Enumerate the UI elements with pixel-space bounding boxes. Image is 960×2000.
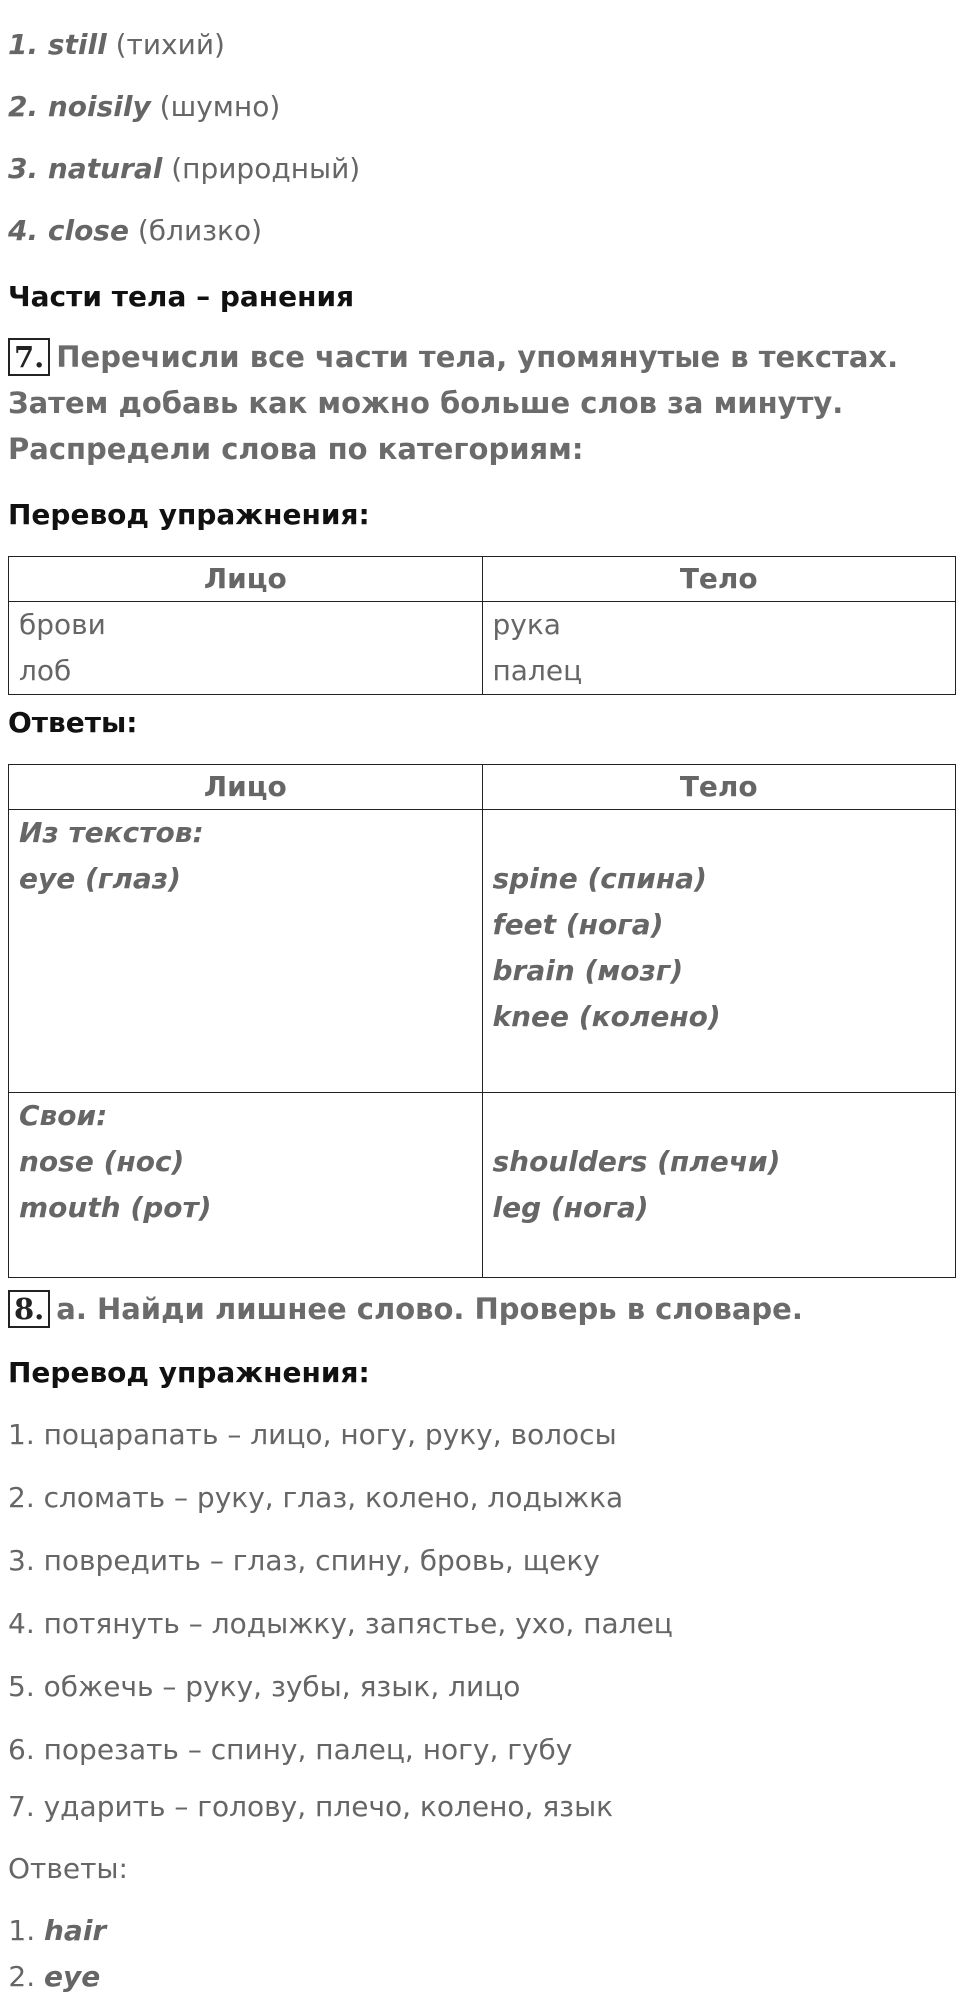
list-item: shoulders (плечи) [492, 1145, 781, 1178]
task-8 [8, 1286, 950, 1332]
column-header-face: Лицо [9, 557, 483, 602]
translation-table [8, 556, 956, 695]
task-7-text: Перечисли все части тела, упомянутые в текстах. Затем добавь как можно больше слов за минуту. Распредели слова по категориям: [8, 340, 899, 466]
word-item-1: 1. still (тихий) [8, 28, 225, 61]
own-body-cell [482, 1093, 956, 1278]
list-item: брови [19, 608, 106, 641]
exercise-item: 7. ударить – голову, плечо, колено, язык [8, 1790, 614, 1823]
list-item: spine (спина) [492, 862, 707, 895]
answer-item: 1. hair [44, 1908, 106, 1954]
list-item: feet (нога) [492, 908, 664, 941]
answers-list [8, 1908, 106, 2000]
list-item: палец [492, 654, 583, 687]
answer-item: 2. eye [44, 1954, 106, 2000]
list-item: knee (колено) [492, 1000, 721, 1033]
list-item: nose (нос) [19, 1145, 185, 1178]
own-face-cell [9, 1093, 483, 1278]
from-texts-label: Из текстов: [19, 816, 204, 849]
body-cell [482, 602, 956, 695]
task-number-box: 8. [8, 1290, 50, 1328]
column-header-body: Тело [482, 557, 956, 602]
own-label: Свои: [19, 1099, 108, 1132]
list-item: eye (глаз) [19, 862, 181, 895]
word-item-3: 3. natural (природный) [8, 152, 361, 185]
section-title: Части тела – ранения [8, 280, 355, 313]
answers-heading: Ответы: [8, 706, 138, 739]
translation-heading-2: Перевод упражнения: [8, 1356, 370, 1389]
word-item-2: 2. noisily (шумно) [8, 90, 281, 123]
task-number-box: 7. [8, 338, 50, 376]
exercise-item: 4. потянуть – лодыжку, запястье, ухо, палец [8, 1607, 673, 1640]
list-item: leg (нога) [492, 1191, 649, 1224]
task-7 [8, 334, 950, 472]
list-item: рука [492, 608, 561, 641]
exercise-item: 6. порезать – спину, палец, ногу, губу [8, 1733, 573, 1766]
answers-table [8, 764, 956, 1278]
list-item: лоб [19, 654, 72, 687]
exercise-item: 1. поцарапать – лицо, ногу, руку, волосы [8, 1418, 617, 1451]
exercise-item: 5. обжечь – руку, зубы, язык, лицо [8, 1670, 521, 1703]
task-8-text: a. Найди лишнее слово. Проверь в словаре. [56, 1292, 803, 1326]
list-item: mouth (рот) [19, 1191, 212, 1224]
column-header-body: Тело [482, 765, 956, 810]
from-texts-body-cell [482, 810, 956, 1093]
answers-heading-2: Ответы: [8, 1852, 128, 1885]
list-item: brain (мозг) [492, 954, 684, 987]
exercise-item: 2. сломать – руку, глаз, колено, лодыжка [8, 1481, 624, 1514]
exercise-item: 3. повредить – глаз, спину, бровь, щеку [8, 1544, 600, 1577]
word-item-4: 4. close (близко) [8, 214, 263, 247]
face-cell [9, 602, 483, 695]
column-header-face: Лицо [9, 765, 483, 810]
from-texts-face-cell [9, 810, 483, 1093]
translation-heading: Перевод упражнения: [8, 498, 370, 531]
